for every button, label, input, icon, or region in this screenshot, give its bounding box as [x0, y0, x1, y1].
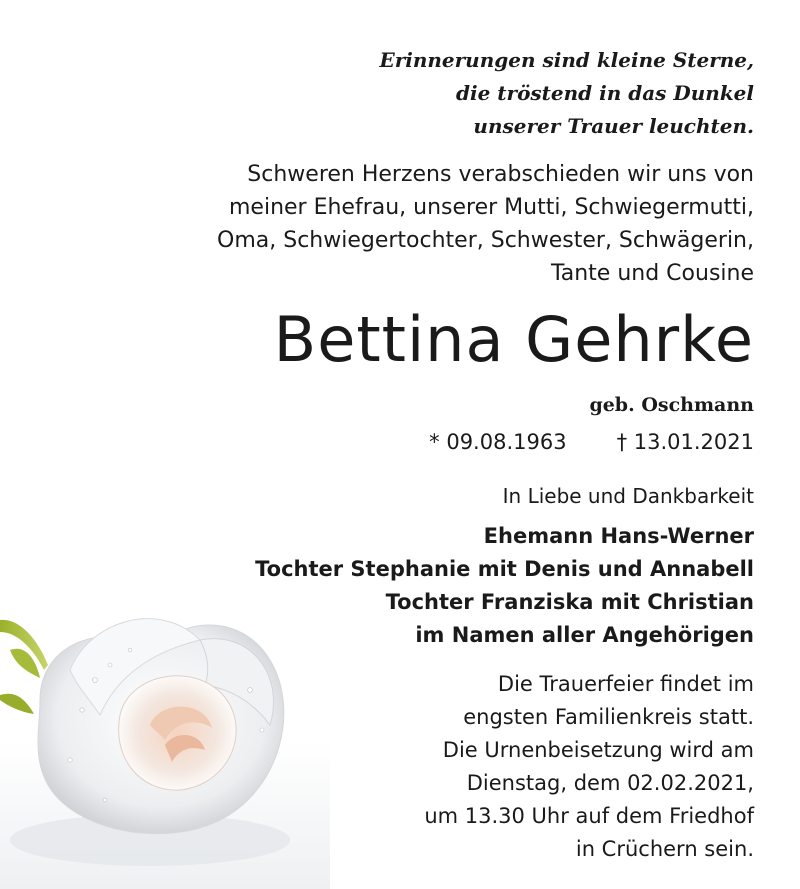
deceased-name: Bettina Gehrke: [273, 303, 754, 376]
mourner-line: Tochter Franziska mit Christian: [385, 590, 754, 614]
service-line: engsten Familienkreis statt.: [463, 705, 754, 729]
quote-line: Erinnerungen sind kleine Sterne,: [379, 48, 754, 72]
intro-line: Tante und Cousine: [550, 261, 754, 286]
memorial-quote: [379, 44, 754, 143]
service-line: Die Urnenbeisetzung wird am: [442, 738, 754, 762]
mourner-line: Tochter Stephanie mit Denis und Annabell: [255, 557, 754, 581]
maiden-name: geb. Oschmann: [589, 394, 754, 416]
intro-line: Oma, Schwiegertochter, Schwester, Schwägerin,: [217, 228, 754, 253]
funeral-details: [424, 668, 754, 866]
quote-line: unserer Trauer leuchten.: [473, 114, 754, 138]
quote-line: die tröstend in das Dunkel: [456, 81, 754, 105]
service-line: Dienstag, dem 02.02.2021,: [466, 771, 754, 795]
thanks-line: In Liebe und Dankbarkeit: [502, 484, 754, 508]
farewell-intro: [217, 158, 754, 290]
birth-date: * 09.08.1963: [429, 430, 567, 454]
mourner-line: im Namen aller Angehörigen: [415, 623, 754, 647]
life-dates: [429, 427, 754, 457]
death-date: † 13.01.2021: [616, 430, 754, 454]
intro-line: Schweren Herzens verabschieden wir uns von: [247, 162, 754, 187]
intro-line: meiner Ehefrau, unserer Mutti, Schwiegermutti,: [228, 195, 754, 220]
mourner-line: Ehemann Hans-Werner: [483, 524, 754, 548]
service-line: Die Trauerfeier findet im: [497, 672, 754, 696]
service-line: in Crüchern sein.: [575, 837, 754, 861]
service-line: um 13.30 Uhr auf dem Friedhof: [424, 804, 754, 828]
mourners-list: [255, 520, 754, 652]
